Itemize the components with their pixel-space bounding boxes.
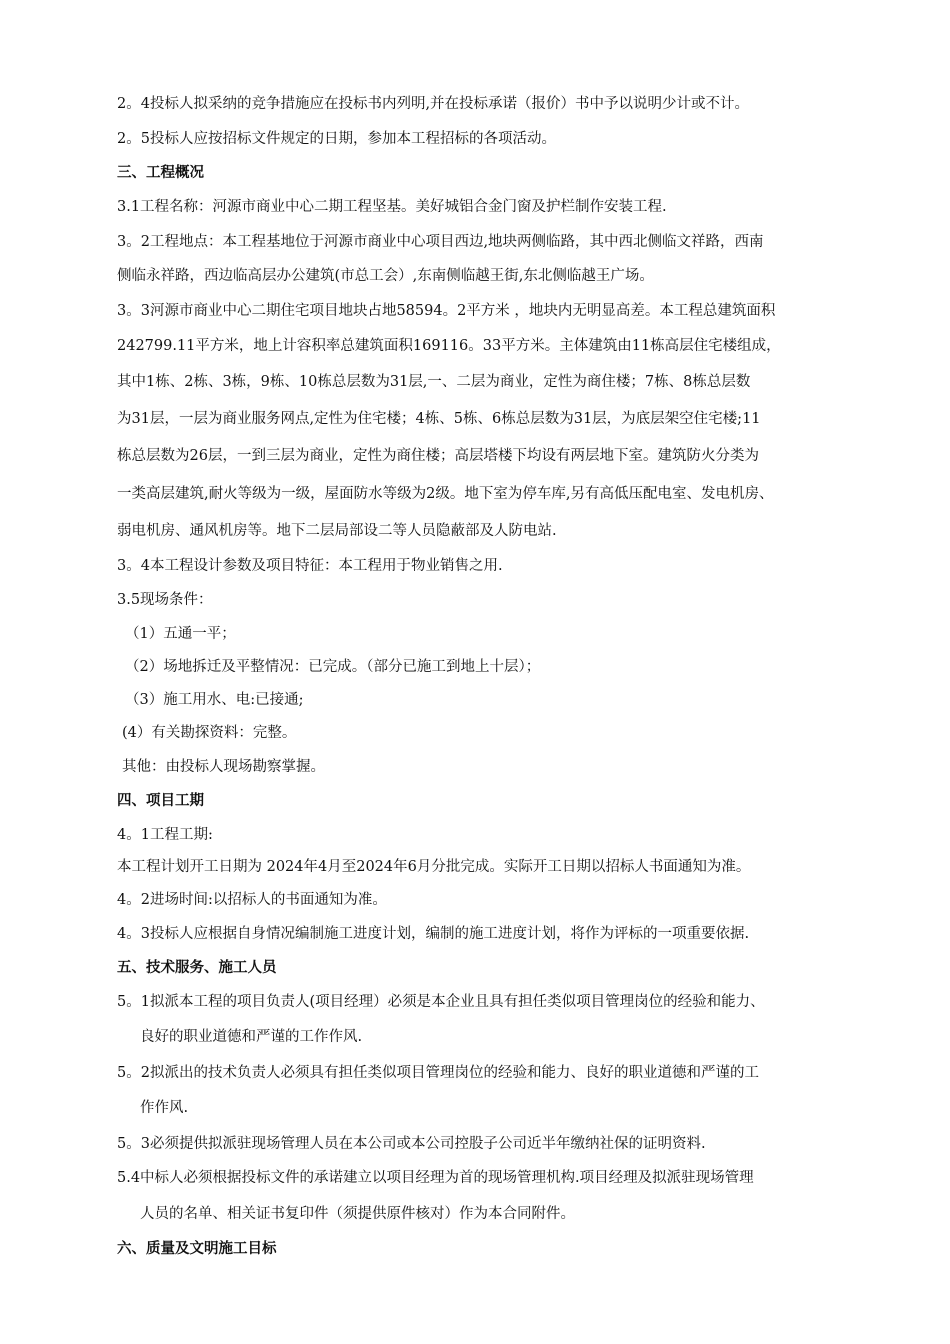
text-line: 弱电机房、通风机房等。地下二层局部设二等人员隐蔽部及人防电站. <box>117 523 557 539</box>
list-item: （1）五通一平； <box>125 626 236 642</box>
text-line: 良好的职业道德和严谨的工作作风. <box>140 1029 363 1045</box>
text-line: 作作风. <box>140 1100 189 1116</box>
text-line: 4。2进场时间:以招标人的书面通知为准。 <box>117 892 387 908</box>
text-line: 3.1工程名称：河源市商业中心二期工程坚基。美好城铝合金门窗及护栏制作安装工程. <box>117 199 667 215</box>
text-line: 2。5投标人应按招标文件规定的日期，参加本工程招标的各项活动。 <box>117 131 556 147</box>
text-line: 5。2拟派出的技术负责人必须具有担任类似项目管理岗位的经验和能力、良好的职业道德和严谨的工 <box>117 1065 759 1081</box>
text-line: 3.5现场条件： <box>117 592 213 608</box>
section-heading: 四、项目工期 <box>117 793 204 809</box>
section-heading: 五、技术服务、施工人员 <box>117 960 277 976</box>
text-line: 其他：由投标人现场勘察掌握。 <box>122 759 325 775</box>
text-line: 侧临永祥路，西边临高层办公建筑(市总工会）,东南侧临越王街,东北侧临越王广场。 <box>117 268 654 284</box>
section-heading: 三、工程概况 <box>117 165 204 181</box>
text-line: 5。1拟派本工程的项目负责人(项目经理）必须是本企业且具有担任类似项目管理岗位的经验和能力、 <box>117 994 765 1010</box>
text-line: 一类高层建筑,耐火等级为一级，屋面防水等级为2级。地下室为停车库,另有高低压配电室、发电机房、 <box>117 486 774 502</box>
list-item: (4）有关勘探资料：完整。 <box>122 725 297 741</box>
text-line: 其中1栋、2栋、3栋，9栋、10栋总层数为31层,一、二层为商业，定性为商住楼；7栋、8栋总层数 <box>117 374 751 390</box>
text-line: 为31层，一层为商业服务网点,定性为住宅楼；4栋、5栋、6栋总层数为31层，为底层架空住宅楼;11 <box>117 411 761 427</box>
text-line: 3。3河源市商业中心二期住宅项目地块占地58594。2平方米 ，地块内无明显高差。本工程总建筑面积 <box>117 303 776 319</box>
text-line: 3。4本工程设计参数及项目特征：本工程用于物业销售之用. <box>117 558 503 574</box>
text-line: 5.4中标人必须根据投标文件的承诺建立以项目经理为首的现场管理机构.项目经理及拟派驻现场管理 <box>117 1170 754 1186</box>
text-line: 本工程计划开工日期为 2024年4月至2024年6月分批完成。实际开工日期以招标人书面通知为准。 <box>117 859 751 875</box>
text-line: 5。3必须提供拟派驻现场管理人员在本公司或本公司控股子公司近半年缴纳社保的证明资料. <box>117 1136 706 1152</box>
text-line: 人员的名单、相关证书复印件（须提供原件核对）作为本合同附件。 <box>140 1206 575 1222</box>
text-line: 2。4投标人拟采纳的竞争措施应在投标书内列明,并在投标承诺（报价）书中予以说明少计或不计。 <box>117 96 750 112</box>
section-heading: 六、质量及文明施工目标 <box>117 1241 277 1257</box>
list-item: （3）施工用水、电:已接通; <box>125 692 304 708</box>
list-item: （2）场地拆迁及平整情况：已完成。（部分已施工到地上十层）； <box>125 659 541 675</box>
text-line: 3。2工程地点：本工程基地位于河源市商业中心项目西边,地块两侧临路，其中西北侧临文祥路，西南 <box>117 234 764 250</box>
text-line: 4。1工程工期: <box>117 827 213 843</box>
text-line: 242799.11平方米，地上计容积率总建筑面积169116。33平方米。主体建筑由11栋高层住宅楼组成， <box>117 338 781 354</box>
text-line: 栋总层数为26层，一到三层为商业，定性为商住楼；高层塔楼下均设有两层地下室。建筑防火分类为 <box>117 448 759 464</box>
text-line: 4。3投标人应根据自身情况编制施工进度计划，编制的施工进度计划，将作为评标的一项重要依据. <box>117 926 750 942</box>
